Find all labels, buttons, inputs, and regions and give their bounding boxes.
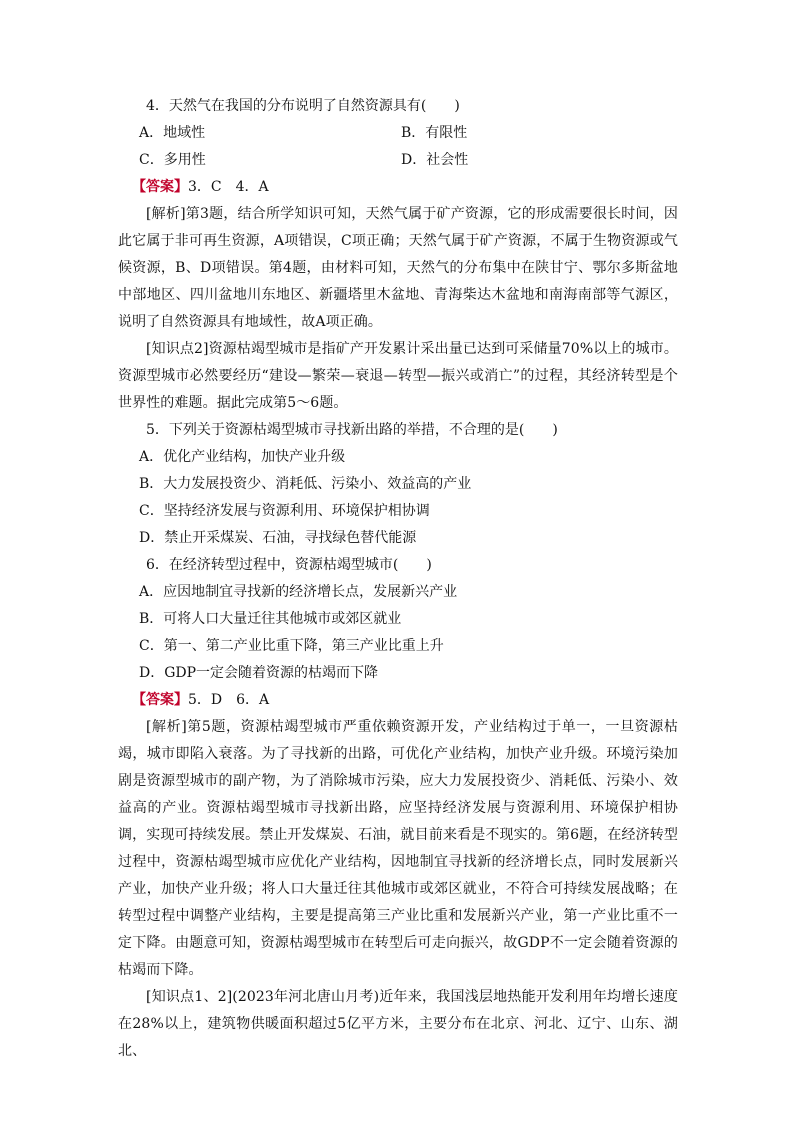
answer-3-4 (118, 174, 678, 201)
question-4-option-d: D．社会性 (401, 152, 469, 168)
question-4-stem: 4．天然气在我国的分布说明了自然资源具有( ) (146, 98, 460, 114)
question-6-stem: 6．在经济转型过程中，资源枯竭型城市( ) (146, 557, 432, 573)
answer-5-6-text: 5．D 6．A (188, 692, 270, 708)
question-6-option-b: B．可将人口大量迁往其他城市或郊区就业 (139, 611, 402, 627)
question-5-option-b: B．大力发展投资少、消耗低、污染小、效益高的产业 (139, 476, 472, 492)
answer-5-6 (118, 687, 678, 714)
material-next: [知识点1、2](2023年河北唐山月考)近年来，我国浅层地热能开发利用年均增长速度在28%以上，建筑物供暖面积超过5亿平方米，主要分布在北京、河北、辽宁、山东、湖北、 (118, 989, 678, 1059)
material-5-6: [知识点2]资源枯竭型城市是指矿产开发累计采出量已达到可采储量70%以上的城市。资源型城市必然要经历“建设—繁荣—衰退—转型—振兴或消亡”的过程，其经济转型是个世界性的难题。据此完成第5～6题。 (118, 341, 678, 411)
question-6-option-c: C．第一、第二产业比重下降，第三产业比重上升 (139, 638, 444, 654)
document-content (118, 93, 678, 1065)
question-4-option-b: B．有限性 (401, 125, 468, 141)
question-5-stem: 5．下列关于资源枯竭型城市寻找新出路的举措，不合理的是( ) (146, 422, 558, 438)
question-5-option-d: D．禁止开采煤炭、石油，寻找绿色替代能源 (139, 530, 417, 546)
question-6-option-a: A．应因地制宜寻找新的经济增长点，发展新兴产业 (139, 584, 458, 600)
question-4-options-row-1 (118, 120, 678, 147)
question-5-option-a: A．优化产业结构，加快产业升级 (139, 449, 346, 465)
answer-3-4-text: 3．C 4．A (188, 179, 269, 195)
question-5-option-c: C．坚持经济发展与资源利用、环境保护相协调 (139, 503, 430, 519)
question-4-option-c: C．多用性 (139, 152, 206, 168)
analysis-3-4: [解析]第3题，结合所学知识可知，天然气属于矿产资源，它的形成需要很长时间，因此它属于非可再生资源，A项错误，C项正确；天然气属于矿产资源，不属于生物资源或气候资源，B、D项错误。第4题，由材料可知，天然气的分布集中在陕甘宁、鄂尔多斯盆地中部地区、四川盆地川东地区、新疆塔里木盆地、青海柴达木盆地和南海南部等气源区，说明了自然资源具有地域性，故A项正确。 (118, 206, 678, 330)
question-4-options-row-2 (118, 147, 678, 174)
question-6-option-d: D．GDP一定会随着资源的枯竭而下降 (139, 665, 379, 681)
answer-label: 【答案】 (132, 692, 188, 708)
question-4-option-a: A．地域性 (139, 125, 206, 141)
analysis-5-6: [解析]第5题，资源枯竭型城市严重依赖资源开发，产业结构过于单一，一旦资源枯竭，城市即陷入衰落。为了寻找新的出路，可优化产业结构，加快产业升级。环境污染加剧是资源型城市的副产物，为了消除城市污染，应大力发展投资少、消耗低、污染小、效益高的产业。资源枯竭型城市寻找新出路，应坚持经济发展与资源利用、环境保护相协调，实现可持续发展。禁止开发煤炭、石油，就目前来看是不现实的。第6题，在经济转型过程中，资源枯竭型城市应优化产业结构，因地制宜寻找新的经济增长点，同时发展新兴产业，加快产业升级；将人口大量迁往其他城市或郊区就业，不符合可持续发展战略；在转型过程中调整产业结构，主要是提高第三产业比重和发展新兴产业，第一产业比重不一定下降。由题意可知，资源枯竭型城市在转型后可走向振兴，故GDP不一定会随着资源的枯竭而下降。 (118, 719, 678, 978)
answer-label: 【答案】 (132, 179, 188, 195)
